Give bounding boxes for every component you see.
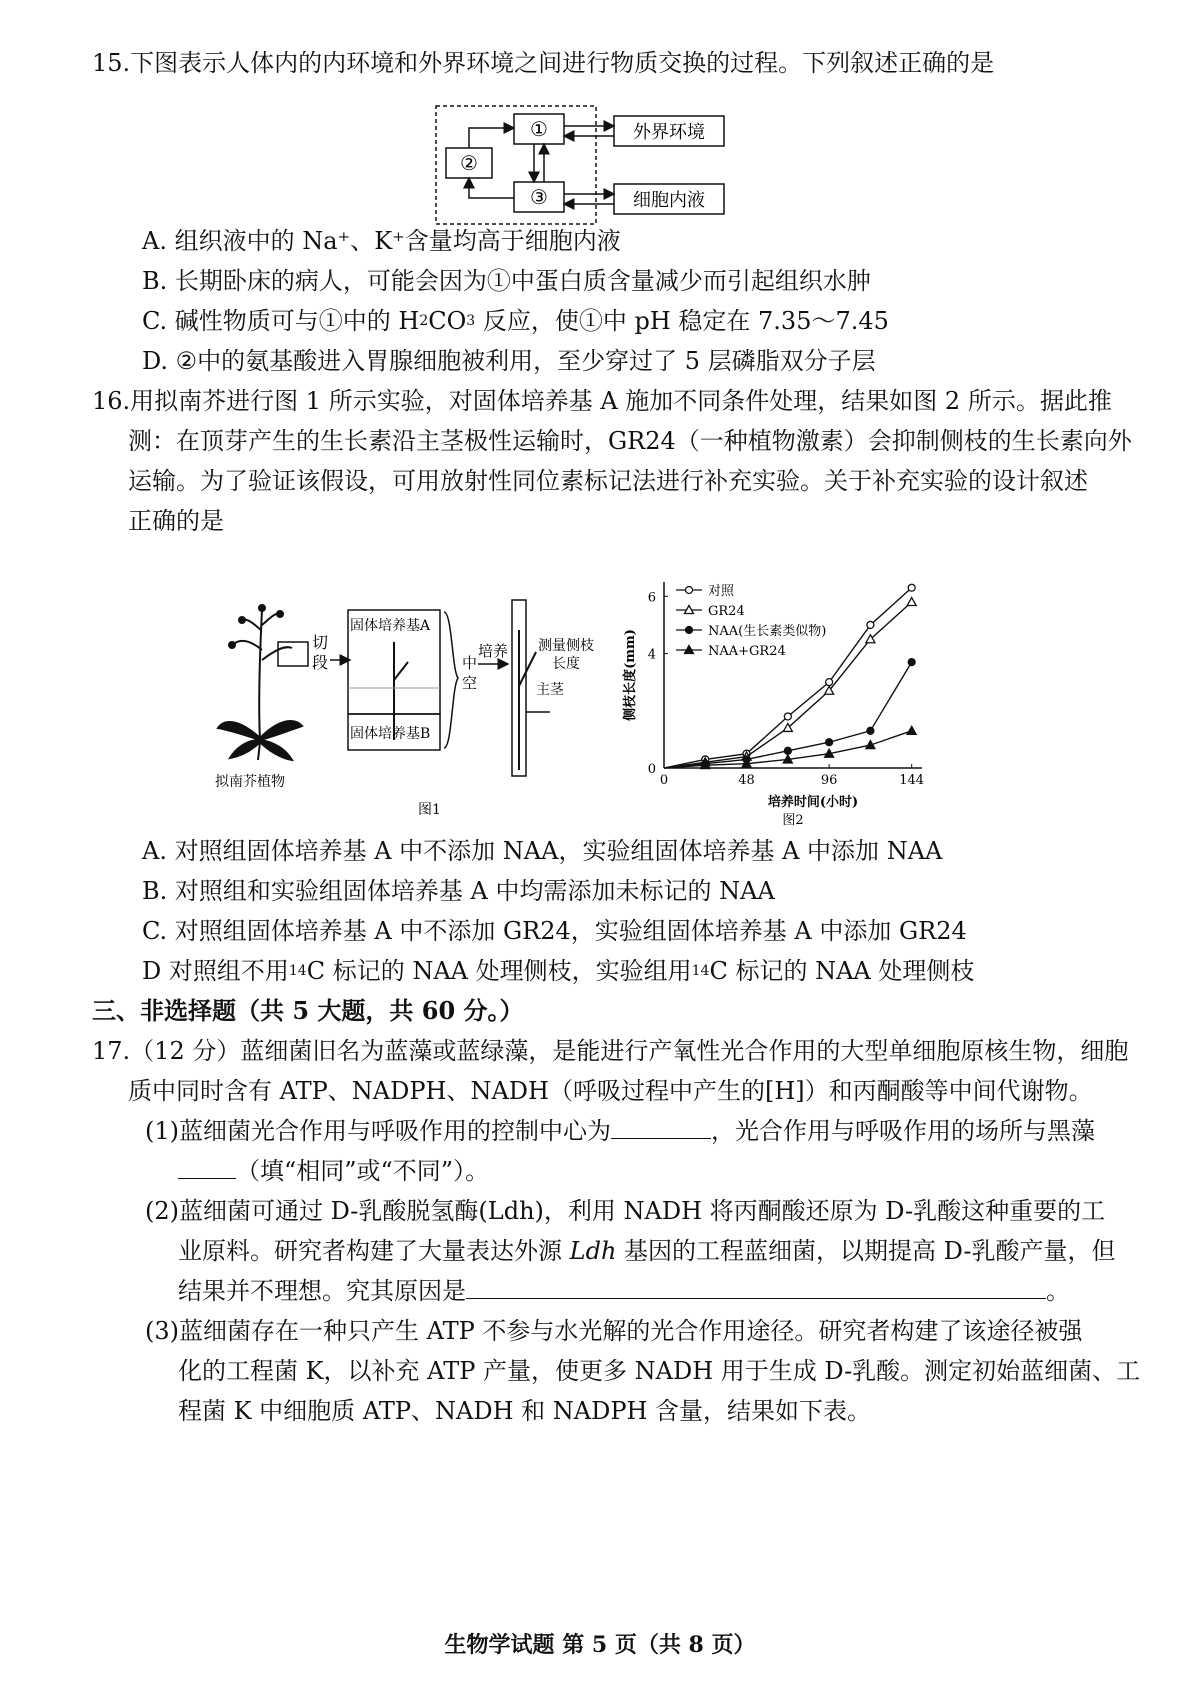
box-2-label: ②	[460, 151, 478, 175]
q17-part1-blank-1[interactable]	[611, 1116, 711, 1139]
q17-number: 17.	[92, 1037, 131, 1065]
legend-label-2: GR24	[708, 604, 745, 619]
y-tick-label: 4	[647, 647, 656, 663]
x-axis-title: 培养时间(小时)	[767, 795, 859, 810]
page-footer: 生物学试题 第 5 页（共 8 页）	[444, 1632, 756, 1658]
y-axis-title: 侧枝长度(mm)	[623, 629, 638, 721]
culture-label: 培养	[478, 642, 509, 660]
hollow-label-2: 空	[462, 674, 478, 692]
series-1-point	[867, 621, 874, 628]
measure-label-1: 测量侧枝	[538, 638, 594, 654]
series-1-point	[908, 584, 915, 591]
q17-part2-blank[interactable]	[466, 1276, 1046, 1299]
q16-option-b: B. 对照组和实验组固体培养基 A 中均需添加未标记的 NAA	[142, 877, 775, 905]
medium-b-label: 固体培养基B	[350, 726, 431, 742]
series-1-point	[826, 679, 833, 686]
measure-label-2: 长度	[552, 656, 580, 672]
q17-part2-line3	[178, 1276, 1070, 1306]
q16-option-d-part1: D 对照组不用	[142, 957, 289, 985]
series-3-point	[826, 739, 833, 746]
q16-option-d-part3: C 标记的 NAA 处理侧枝	[709, 957, 975, 985]
medium-a-label: 固体培养基A	[350, 618, 431, 634]
q15-stem	[92, 48, 994, 78]
q16-figure-1	[200, 590, 640, 830]
box-3-label: ③	[530, 185, 548, 209]
legend-label-3: NAA(生长素类似物)	[708, 624, 827, 639]
q15-option-a: A. 组织液中的 Na⁺、K⁺含量均高于细胞内液	[142, 227, 621, 255]
q17-part2-text-d: 。	[1046, 1277, 1070, 1305]
x-tick-label: 48	[738, 773, 755, 788]
main-stem-label: 主茎	[536, 682, 564, 698]
q17-part1-text-b: ，光合作用与呼吸作用的场所与黑藻	[711, 1117, 1095, 1145]
intracellular-fluid-label: 细胞内液	[633, 190, 705, 211]
side-branch	[394, 662, 408, 680]
q15-option-c-sub1: 2	[419, 313, 429, 329]
q16-stem-line1	[92, 386, 1112, 416]
series-2-point	[907, 598, 916, 606]
q16-stem-line2: 测：在顶芽产生的生长素沿主茎极性运输时，GR24（一种植物激素）会抑制侧枝的生长素向外	[128, 427, 1132, 455]
q15-option-c-part2: CO	[428, 307, 467, 335]
cut-segment-box	[278, 642, 308, 666]
q16-option-d-sup2: 14	[691, 963, 710, 979]
q15-stem-text: 下图表示人体内的内环境和外界环境之间进行物质交换的过程。下列叙述正确的是	[130, 49, 995, 77]
q17-part1-blank-2[interactable]	[178, 1156, 236, 1179]
q16-option-d	[142, 956, 974, 986]
q16-option-a: A. 对照组固体培养基 A 中不添加 NAA，实验组固体培养基 A 中添加 NAA	[142, 837, 943, 865]
q17-part2-text-c: 结果并不理想。究其原因是	[178, 1277, 466, 1305]
q15-option-b: B. 长期卧床的病人，可能会因为①中蛋白质含量减少而引起组织水肿	[142, 267, 871, 295]
series-3-point	[784, 747, 791, 754]
q17-part3-line3: 程菌 K 中细胞质 ATP、NADH 和 NADPH 含量，结果如下表。	[178, 1397, 872, 1425]
q15-option-d: D. ②中的氨基酸进入胃腺细胞被利用，至少穿过了 5 层磷脂双分子层	[142, 347, 876, 375]
q15-number: 15.	[92, 49, 131, 77]
legend-label-1: 对照	[708, 584, 735, 599]
q16-stem-line4: 正确的是	[128, 507, 224, 535]
q17-stem-line1	[92, 1036, 1128, 1066]
hollow-label-1: 中	[462, 654, 478, 672]
q16-option-d-part2: C 标记的 NAA 处理侧枝，实验组用	[306, 957, 692, 985]
q17-part2-line1: (2)蓝细菌可通过 D-乳酸脱氢酶(Ldh)，利用 NADH 将丙酮酸还原为 D-乳酸这种重要的工	[145, 1197, 1106, 1225]
q17-part1-text-a: (1)蓝细菌光合作用与呼吸作用的控制中心为	[145, 1117, 611, 1145]
q17-part3-line2: 化的工程菌 K，以补充 ATP 产量，使更多 NADH 用于生成 D-乳酸。测定初始蓝细菌、工	[178, 1357, 1141, 1385]
section-3-heading: 三、非选择题（共 5 大题，共 60 分。）	[92, 996, 524, 1025]
x-tick-label: 0	[659, 773, 669, 788]
legend-marker-3	[686, 627, 693, 634]
q16-number: 16.	[92, 387, 131, 415]
q15-option-c-sub2: 3	[466, 313, 476, 329]
q17-part2-text-b: 基因的工程蓝细菌，以期提高 D-乳酸产量，但	[616, 1237, 1116, 1265]
q15-diagram	[430, 100, 730, 230]
arrow-3-to-2	[469, 178, 514, 198]
series-1-point	[784, 713, 791, 720]
q16-stem-line3: 运输。为了验证该假设，可用放射性同位素标记法进行补充实验。关于补充实验的设计叙述	[128, 467, 1088, 495]
cut-label-2: 段	[312, 653, 329, 672]
arabidopsis-plant-icon	[218, 605, 302, 760]
q16-option-c: C. 对照组固体培养基 A 中不添加 GR24，实验组固体培养基 A 中添加 GR24	[142, 917, 967, 945]
series-3-point	[867, 727, 874, 734]
q15-option-c-part1: C. 碱性物质可与①中的 H	[142, 307, 420, 335]
fig2-caption: 图2	[782, 813, 804, 828]
q17-part1-text-c: （填“相同”或“不同”）。	[236, 1157, 490, 1185]
legend-label-4: NAA+GR24	[708, 644, 786, 659]
series-4-point	[907, 726, 916, 734]
brace	[444, 612, 458, 748]
q16-stem-text1: 用拟南芥进行图 1 所示实验，对固体培养基 A 施加不同条件处理，结果如图 2 所示。据此推	[130, 387, 1112, 415]
fig1-caption: 图1	[418, 802, 441, 818]
q17-stem-line2: 质中同时含有 ATP、NADPH、NADH（呼吸过程中产生的[H]）和丙酮酸等中间代谢物。	[128, 1077, 1093, 1105]
q15-option-c	[142, 306, 889, 336]
legend-marker-1	[686, 587, 693, 594]
q17-part1-line2	[178, 1156, 489, 1186]
y-tick-label: 6	[647, 590, 656, 606]
q17-part3-line1: (3)蓝细菌存在一种只产生 ATP 不参与水光解的光合作用途径。研究者构建了该途径被强	[145, 1317, 1083, 1345]
x-tick-label: 96	[820, 773, 838, 788]
q17-part1-line1	[145, 1116, 1095, 1146]
external-environment-label: 外界环境	[633, 122, 705, 143]
series-line-1	[664, 588, 912, 768]
q17-stem-text1: （12 分）蓝细菌旧名为蓝藻或蓝绿藻，是能进行产氧性光合作用的大型单细胞原核生物，细胞	[130, 1037, 1129, 1065]
series-3-point	[908, 659, 915, 666]
q17-part2-text-a: 业原料。研究者构建了大量表达外源	[178, 1237, 570, 1265]
q15-option-c-part3: 反应，使①中 pH 稳定在 7.35～7.45	[475, 307, 889, 335]
y-tick-label: 0	[647, 762, 656, 777]
cut-label-1: 切	[312, 633, 329, 652]
q17-part2-line2	[178, 1236, 1115, 1266]
arrow-2-to-1	[469, 128, 514, 148]
x-tick-label: 144	[899, 773, 925, 788]
q17-part2-gene: Ldh	[569, 1237, 617, 1265]
plant-label: 拟南芥植物	[215, 774, 285, 790]
box-1-label: ①	[530, 117, 548, 141]
q16-option-d-sup1: 14	[288, 963, 307, 979]
cultured-branch	[519, 652, 536, 686]
q16-figure-2-chart	[612, 568, 952, 828]
